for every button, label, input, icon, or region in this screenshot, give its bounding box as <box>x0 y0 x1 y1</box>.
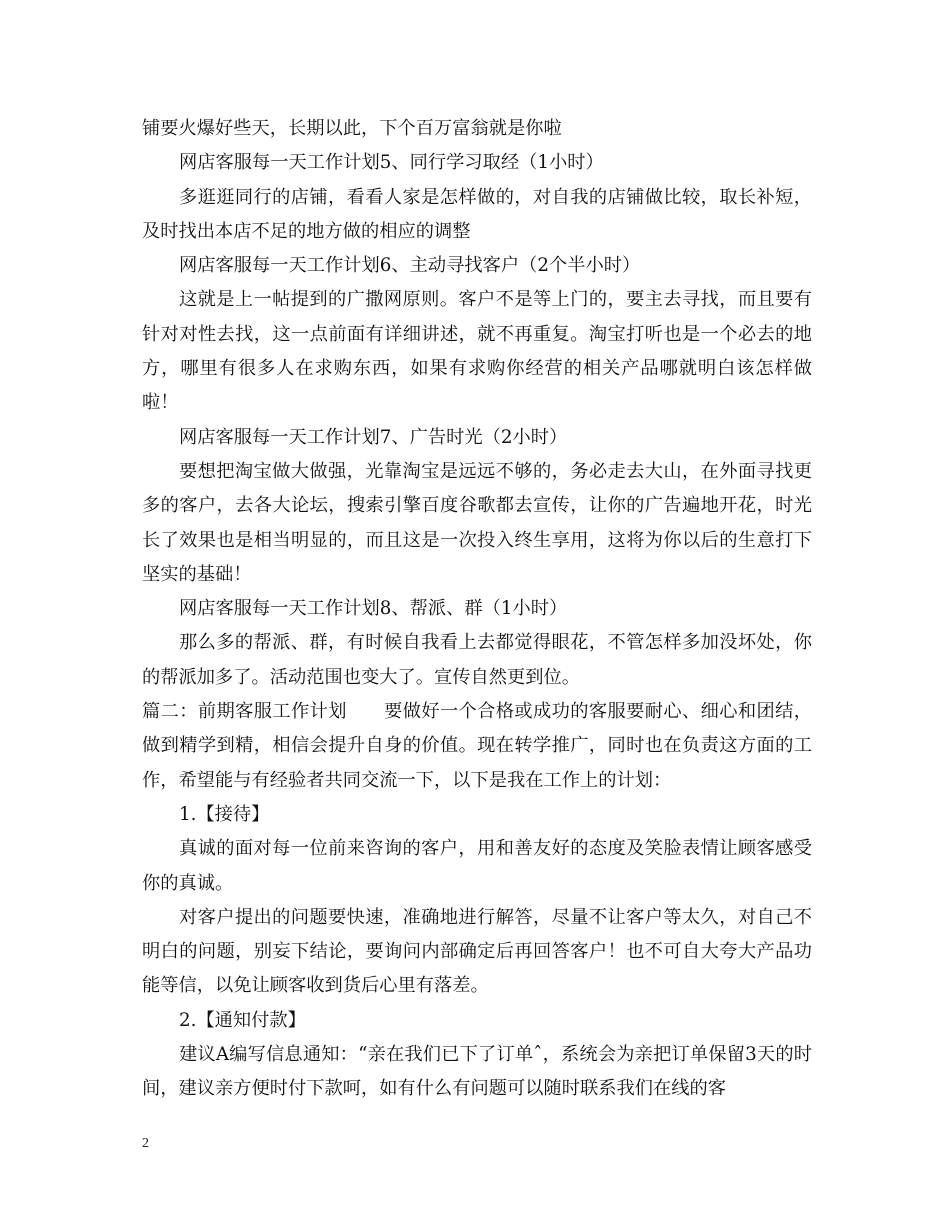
paragraph: 建议A编写信息通知：“亲在我们已下了订单ˆ，系统会为亲把订单保留3天的时间，建议亲方便时付下款呵，如有什么有问题可以随时联系我们在线的客 <box>142 1044 812 1100</box>
paragraph: 网店客服每一天工作计划7、广告时光（2小时） <box>179 426 568 448</box>
paragraph: 2.【通知付款】 <box>179 1009 306 1031</box>
page-number: 2 <box>142 1136 149 1151</box>
paragraph: 要想把淘宝做大做强，光靠淘宝是远远不够的，务必走去大山，在外面寻找更多的客户，去各大论坛，搜索引擎百度谷歌都去宣传，让你的广告遍地开花，时光长了效果也是相当明显的，而且这是一次投入终生享用，这将为你以后的生意打下坚实的基础！ <box>142 460 812 585</box>
paragraph: 网店客服每一天工作计划5、同行学习取经（1小时） <box>179 152 604 174</box>
paragraph: 1.【接待】 <box>179 803 270 825</box>
document-body <box>142 112 812 1107</box>
paragraph: 对客户提出的问题要快速，准确地进行解答，尽量不让客户等太久，对自己不明白的问题，别妄下结论，要询问内部确定后再回答客户！也不可自大夸大产品功能等信，以免让顾客收到货后心里有落差。 <box>142 906 812 997</box>
paragraph: 多逛逛同行的店铺，看看人家是怎样做的，对自我的店铺做比较，取长补短，及时找出本店不足的地方做的相应的调整 <box>142 186 812 242</box>
paragraph: 网店客服每一天工作计划6、主动寻找客户（2个半小时） <box>179 255 641 277</box>
paragraph: 真诚的面对每一位前来咨询的客户，用和善友好的态度及笑脸表情让顾客感受你的真诚。 <box>142 838 812 894</box>
paragraph: 网店客服每一天工作计划8、帮派、群（1小时） <box>179 598 568 620</box>
paragraph: 这就是上一帖提到的广撒网原则。客户不是等上门的，要主去寻找，而且要有针对对性去找，这一点前面有详细讲述，就不再重复。淘宝打听也是一个必去的地方，哪里有很多人在求购东西，如果有求购你经营的相关产品哪就明白该怎样做啦！ <box>142 289 812 414</box>
paragraph: 铺要火爆好些天，长期以此，下个百万富翁就是你啦 <box>142 118 562 139</box>
paragraph: 篇二：前期客服工作计划 要做好一个合格或成功的客服要耐心、细心和团结，做到精学到精，相信会提升自身的价值。现在转学推广，同时也在负责这方面的工作，希望能与有经验者共同交流一下，以下是我在工作上的计划： <box>142 701 812 791</box>
paragraph: 那么多的帮派、群，有时候自我看上去都觉得眼花，不管怎样多加没坏处，你的帮派加多了。活动范围也变大了。宣传自然更到位。 <box>142 632 812 688</box>
